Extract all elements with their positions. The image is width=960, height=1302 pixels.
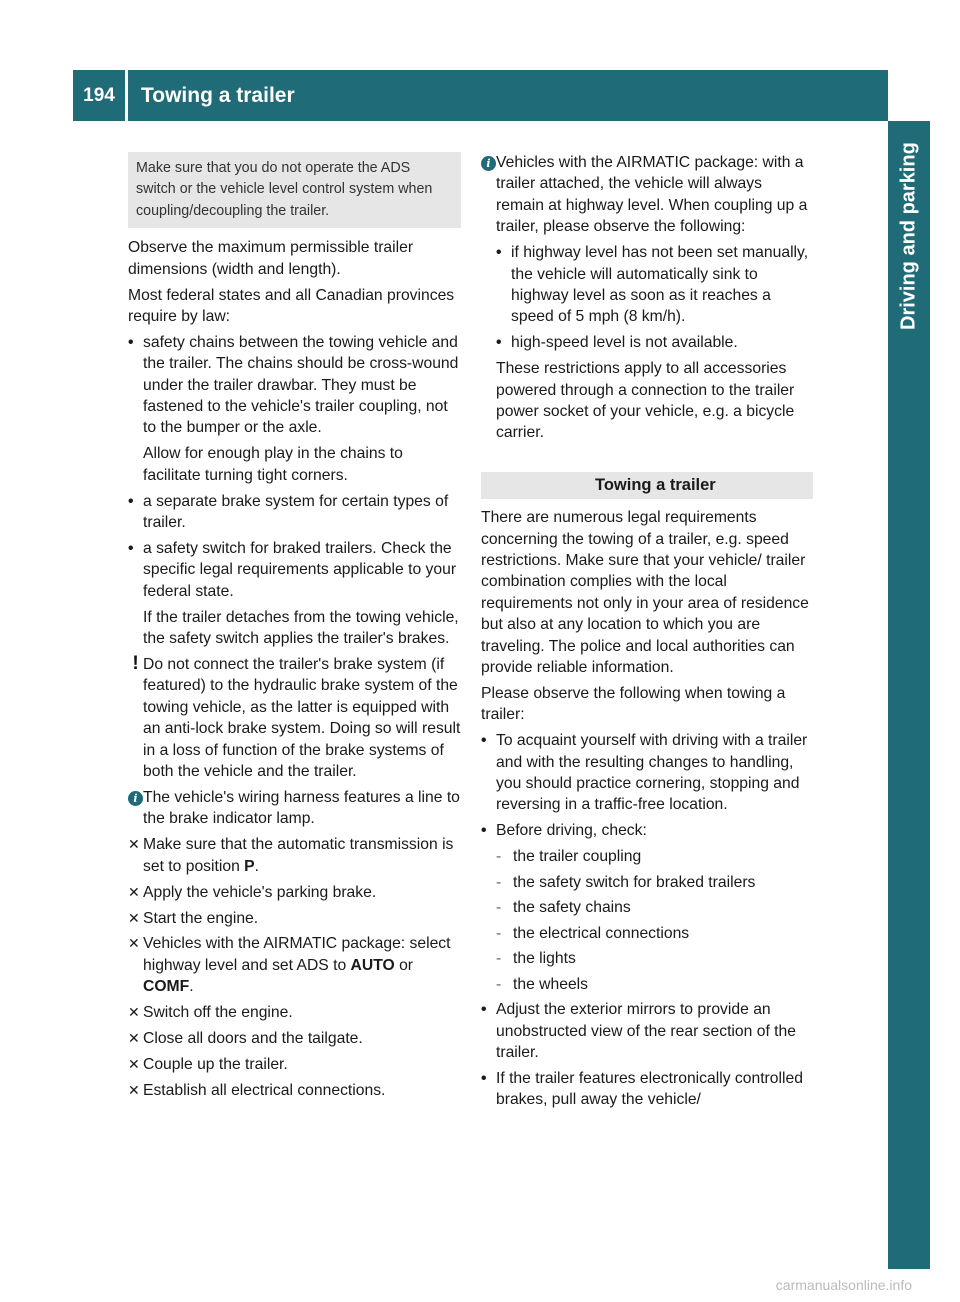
- check-list-item: - the safety switch for braked trailers: [496, 872, 813, 893]
- list-item: • Adjust the exterior mirrors to provide an unobstructed view of the rear section of the trailer.: [481, 999, 813, 1063]
- list-item: • high-speed level is not available.: [496, 332, 813, 353]
- step-arrow-icon: ✕: [128, 935, 140, 952]
- paragraph: Most federal states and all Canadian provinces require by law:: [128, 286, 455, 325]
- step-item: ✕ Vehicles with the AIRMATIC package: select highway level and set ADS to AUTO or COMF.: [128, 933, 461, 997]
- paragraph: There are numerous legal requirements concerning the towing of a trailer, e.g. speed restrictions. Make sure that your vehicle/ trailer combination complies with the local requirements not only in your area of residence but also at any location to which you are traveling. The police and local authorities can provide reliable information.: [481, 509, 809, 677]
- bullet-icon: •: [481, 1070, 487, 1087]
- step-item: ✕ Couple up the trailer.: [128, 1054, 461, 1075]
- key-label: P: [244, 857, 255, 875]
- chapter-title: Towing a trailer: [141, 83, 295, 107]
- check-list: [481, 846, 813, 995]
- key-label: COMF: [143, 978, 190, 996]
- dash-icon: -: [496, 950, 502, 968]
- paragraph: Please observe the following when towing a trailer:: [481, 684, 786, 724]
- dash-icon: -: [496, 975, 502, 993]
- bullet-icon: •: [128, 540, 134, 557]
- dash-icon: -: [496, 873, 502, 891]
- bullet-icon: •: [128, 492, 134, 510]
- bullet-icon: •: [481, 732, 487, 750]
- step-arrow-icon: ✕: [128, 836, 140, 853]
- bullet-icon: •: [481, 822, 487, 840]
- section-heading: Towing a trailer: [481, 472, 813, 499]
- right-column: [481, 152, 813, 1115]
- info-note-text: These restrictions apply to all accessories powered through a connection to the trailer power socket of your vehicle, e.g. a bicycle carrier.: [496, 360, 795, 442]
- bullet-icon: •: [496, 244, 502, 262]
- step-arrow-icon: ✕: [128, 1004, 140, 1021]
- step-arrow-icon: ✕: [128, 1030, 140, 1047]
- list-item: • To acquaint yourself with driving with a trailer and with the resulting changes to handling, you should practice cornering, stopping and reversing in a traffic-free location.: [481, 730, 813, 816]
- footer-watermark: carmanualsonline.info: [775, 1277, 912, 1293]
- step-item: ✕ Establish all electrical connections.: [128, 1080, 461, 1101]
- paragraph: Observe the maximum permissible trailer dimensions (width and length).: [128, 239, 414, 278]
- check-list-item: - the electrical connections: [496, 923, 813, 944]
- info-icon: i: [128, 791, 143, 806]
- list-item: • If the trailer features electronically controlled brakes, pull away the vehicle/: [481, 1068, 813, 1111]
- step-item: ✕ Close all doors and the tailgate.: [128, 1028, 461, 1049]
- info-note: i Vehicles with the AIRMATIC package: with a trailer attached, the vehicle will always remain at highway level. When coupling up a trailer, please observe the following:: [481, 152, 813, 238]
- step-item: ✕ Apply the vehicle's parking brake.: [128, 882, 461, 903]
- step-item: ✕ Start the engine.: [128, 908, 461, 929]
- list-item: • Before driving, check:: [481, 820, 813, 841]
- check-list-item: - the trailer coupling: [496, 846, 813, 867]
- warning-note: ! Do not connect the trailer's brake system (if featured) to the hydraulic brake system of the towing vehicle, as the latter is equipped with an anti-lock brake system. Doing so will result in a loss of function of the brake systems of both the vehicle and the trailer.: [128, 654, 461, 782]
- bullet-note: Allow for enough play in the chains to facilitate turning tight corners.: [143, 445, 403, 484]
- list-item: • a separate brake system for certain types of trailer.: [128, 491, 461, 534]
- left-column: [128, 152, 461, 1106]
- key-label: AUTO: [350, 956, 395, 974]
- dash-icon: -: [496, 899, 502, 917]
- step-arrow-icon: ✕: [128, 1055, 140, 1072]
- dash-icon: -: [496, 924, 502, 942]
- bullet-icon: •: [481, 1001, 487, 1019]
- step-arrow-icon: ✕: [128, 909, 140, 926]
- list-item: • if highway level has not been set manually, the vehicle will automatically sink to highway level as soon as it reaches a speed of 5 mph (8 km/h).: [496, 242, 813, 328]
- info-note: i The vehicle's wiring harness features a line to the brake indicator lamp.: [128, 787, 461, 830]
- bullet-note: If the trailer detaches from the towing vehicle, the safety switch applies the trailer's brakes.: [143, 608, 459, 648]
- check-list-item: - the wheels: [496, 974, 813, 995]
- warning-icon: !: [132, 653, 139, 675]
- bullet-icon: •: [496, 334, 502, 352]
- list-item: • a safety switch for braked trailers. Check the specific legal requirements applicable to your federal state.: [128, 538, 461, 602]
- check-list-item: - the safety chains: [496, 897, 813, 918]
- notice-box: Make sure that you do not operate the ADS switch or the vehicle level control system when coupling/decoupling the trailer.: [128, 152, 461, 228]
- bullet-icon: •: [128, 333, 134, 351]
- list-item: • safety chains between the towing vehicle and the trailer. The chains should be cross-wound under the trailer drawbar. They must be fastened to the vehicle's trailer coupling, not to the bumper or the axle.: [128, 332, 461, 439]
- side-tab-label: Driving and parking: [897, 142, 920, 330]
- step-arrow-icon: ✕: [128, 883, 140, 900]
- check-list-item: - the lights: [496, 948, 813, 969]
- step-item: ✕ Make sure that the automatic transmission is set to position P.: [128, 834, 461, 877]
- dash-icon: -: [496, 848, 502, 866]
- page-number: 194: [83, 84, 115, 106]
- header-divider: [125, 70, 128, 121]
- step-item: ✕ Switch off the engine.: [128, 1002, 461, 1023]
- info-icon: i: [481, 156, 496, 171]
- step-arrow-icon: ✕: [128, 1081, 140, 1098]
